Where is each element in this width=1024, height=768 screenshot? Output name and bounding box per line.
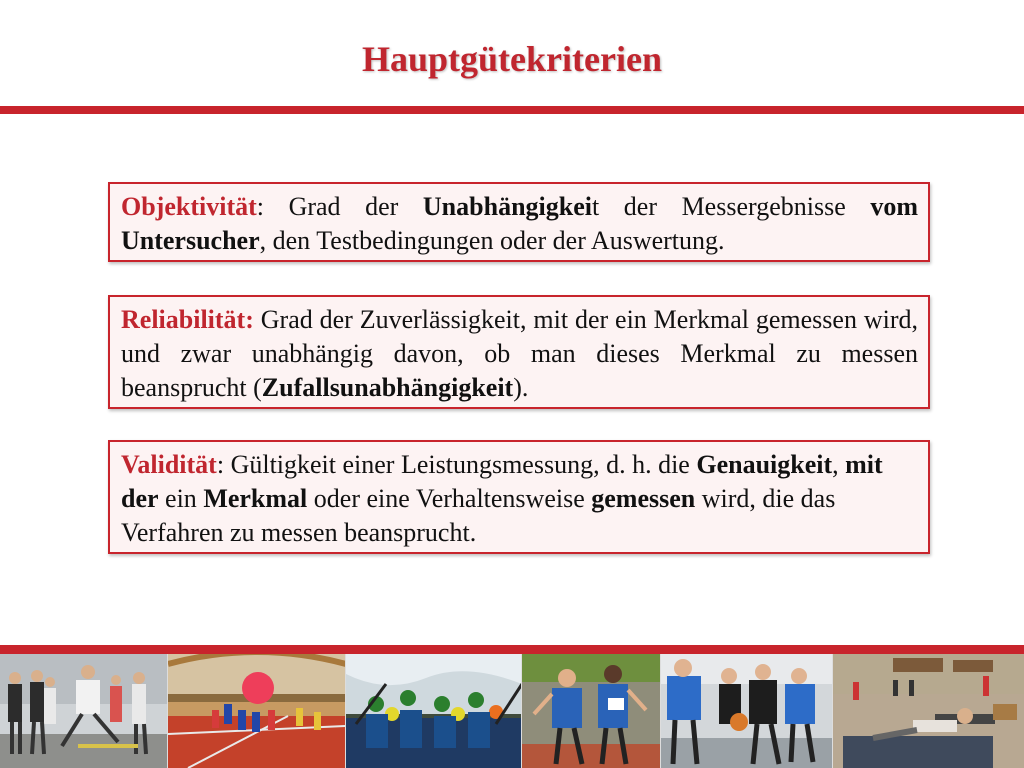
box-part: : Grad der bbox=[256, 192, 423, 221]
box-part: mit der bbox=[121, 450, 883, 513]
box-part: gemessen bbox=[591, 484, 696, 513]
box-part: Unabhängigkei bbox=[422, 192, 592, 221]
page-title: Hauptgütekriterien bbox=[362, 39, 662, 79]
definition-reliabilitaet bbox=[108, 295, 930, 409]
box-part: vom Untersucher bbox=[121, 192, 918, 255]
top-divider bbox=[0, 106, 1024, 114]
box-part: Validität bbox=[121, 450, 217, 479]
box-part: Zufallsunabhängigkeit bbox=[261, 373, 514, 402]
box-part: Objektivität bbox=[121, 192, 257, 221]
box-part: , bbox=[832, 450, 846, 479]
box-part: , den Testbedingungen oder der Auswertung. bbox=[259, 226, 725, 255]
gym-kids-photo bbox=[0, 654, 168, 768]
box-part: ). bbox=[513, 373, 529, 402]
box-part: Grad der Zuverlässigkeit, mit der ein Merkmal gemessen wird, und zwar unabhängig davon, ob man dieses Merkmal zu messen beansprucht ( bbox=[121, 305, 918, 402]
running-race-photo bbox=[522, 654, 660, 768]
box-part: wird, die das Verfahren zu messen beansprucht. bbox=[121, 484, 836, 547]
basketball-photo bbox=[661, 654, 833, 768]
box-part: Merkmal bbox=[203, 484, 308, 513]
definition-objektivitaet bbox=[108, 182, 930, 262]
bottom-divider bbox=[0, 645, 1024, 654]
box-part: t der Messergebnisse bbox=[591, 192, 871, 221]
definition-validitaet bbox=[108, 440, 930, 554]
gym-exercise-photo bbox=[833, 654, 1024, 768]
ball-game-photo bbox=[168, 654, 346, 768]
photo-strip bbox=[0, 654, 1024, 768]
box-part: oder eine Verhaltensweise bbox=[307, 484, 592, 513]
box-part: ein bbox=[158, 484, 204, 513]
rafting-photo bbox=[346, 654, 522, 768]
box-part: Reliabilität: bbox=[121, 305, 254, 334]
box-part: : Gültigkeit einer Leistungsmessung, d. h. die bbox=[216, 450, 697, 479]
box-part: Genauigkeit bbox=[696, 450, 833, 479]
